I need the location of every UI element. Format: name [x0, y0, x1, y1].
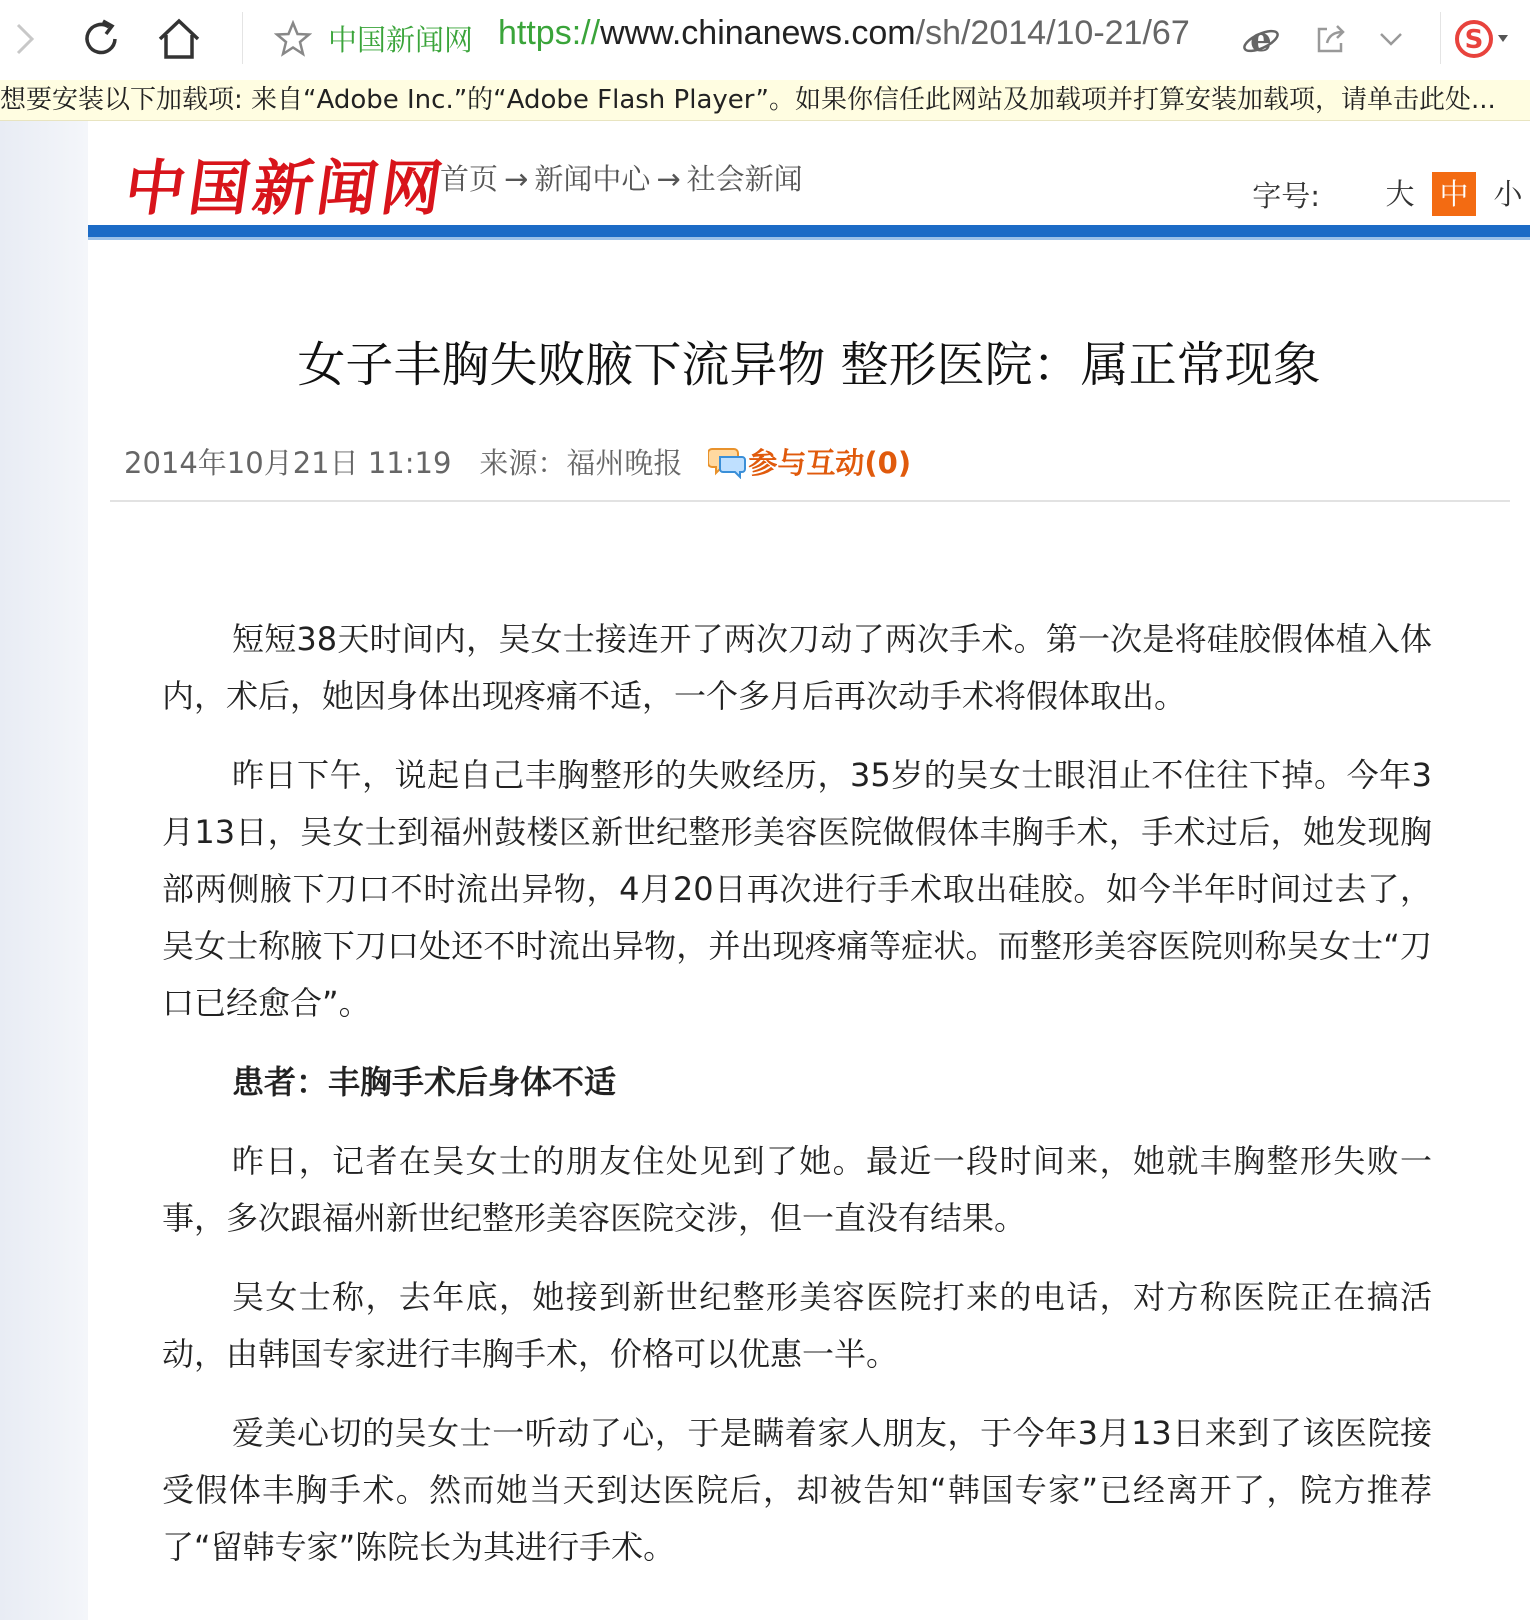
- comment-link-label: 参与互动(0): [748, 446, 912, 480]
- refresh-icon[interactable]: [76, 14, 126, 64]
- article-body: [162, 611, 1432, 1598]
- header-divider-shadow: [88, 237, 1530, 240]
- address-bar[interactable]: [498, 14, 1190, 53]
- site-logo[interactable]: 中国新闻网: [120, 154, 451, 224]
- url-domain: www.chinanews.com: [600, 14, 916, 52]
- addon-infobar[interactable]: 想要安装以下加载项: 来自“Adobe Inc.”的“Adobe Flash Player”。如果你信任此网站及加载项并打算安装加载项，请单击此处...: [0, 80, 1530, 121]
- article-paragraph: 爱美心切的吴女士一听动了心，于是瞒着家人朋友，于今年3月13日来到了该医院接受假体丰胸手术。然而她当天到达医院后，却被告知“韩国专家”已经离开了，院方推荐了“留韩专家”陈院长为其进行手术。: [162, 1414, 1432, 1566]
- article-paragraph: 短短38天时间内，吴女士接连开了两次刀动了两次手术。第一次是将硅胶假体植入体内，术后，她因身体出现疼痛不适，一个多月后再次动手术将假体取出。: [162, 620, 1432, 715]
- comment-bubble-icon: [708, 445, 746, 479]
- article-paragraph: 昨日下午，说起自己丰胸整形的失败经历，35岁的吴女士眼泪止不住往下掉。今年3月13日，吴女士到福州鼓楼区新世纪整形美容医院做假体丰胸手术，手术过后，她发现胸部两侧腋下刀口不时流出异物，4月20日再次进行手术取出硅胶。如今半年时间过去了，吴女士称腋下刀口处还不时流出异物，并出现疼痛等症状。而整形美容医院则称吴女士“刀口已经愈合”。: [162, 756, 1432, 1022]
- toolbar-separator: [1440, 12, 1441, 64]
- article-title: 女子丰胸失败腋下流异物 整形医院：属正常现象: [297, 337, 1321, 393]
- share-icon[interactable]: [1306, 14, 1356, 64]
- header-divider: [88, 225, 1530, 237]
- article-datetime: 2014年10月21日 11:19: [124, 446, 452, 480]
- comment-link[interactable]: [708, 441, 911, 482]
- font-size-small[interactable]: 小: [1493, 177, 1523, 211]
- sogou-icon[interactable]: [1452, 14, 1512, 64]
- article-meta: [124, 441, 911, 482]
- breadcrumb-separator: →: [656, 162, 681, 196]
- url-path: /sh/2014/10-21/67: [915, 14, 1190, 52]
- article-source: 来源：福州晚报: [479, 446, 683, 480]
- toolbar-separator: [242, 12, 243, 64]
- font-size-label: 字号:: [1252, 178, 1320, 213]
- breadcrumb: [440, 157, 803, 198]
- svg-text:e: e: [1250, 20, 1272, 59]
- site-identity: 中国新闻网: [328, 23, 474, 57]
- article-subheading: 患者：丰胸手术后身体不适: [232, 1063, 617, 1101]
- breadcrumb-news-center[interactable]: 新闻中心: [534, 162, 651, 196]
- meta-divider: [110, 500, 1510, 502]
- svg-text:S: S: [1464, 25, 1484, 55]
- font-size-selector: [1252, 171, 1530, 217]
- breadcrumb-home[interactable]: 首页: [440, 162, 499, 196]
- font-size-large[interactable]: 大: [1385, 177, 1415, 211]
- star-icon[interactable]: [268, 14, 318, 64]
- dropdown-icon[interactable]: [1366, 14, 1416, 64]
- ie-compat-icon[interactable]: [1236, 14, 1286, 64]
- forward-icon[interactable]: [0, 14, 50, 64]
- page-content: [88, 121, 1530, 1620]
- article-paragraph: 昨日，记者在吴女士的朋友住处见到了她。最近一段时间来，她就丰胸整形失败一事，多次跟福州新世纪整形美容医院交涉，但一直没有结果。: [162, 1142, 1432, 1237]
- breadcrumb-separator: →: [504, 162, 529, 196]
- page-margin: [0, 121, 88, 1620]
- font-size-medium[interactable]: 中: [1432, 172, 1476, 216]
- breadcrumb-society-news[interactable]: 社会新闻: [686, 162, 803, 196]
- article-paragraph: 吴女士称，去年底，她接到新世纪整形美容医院打来的电话，对方称医院正在搞活动，由韩国专家进行丰胸手术，价格可以优惠一半。: [162, 1278, 1432, 1373]
- url-scheme: https://: [498, 14, 601, 52]
- home-icon[interactable]: [154, 14, 204, 64]
- browser-toolbar: [0, 0, 1530, 80]
